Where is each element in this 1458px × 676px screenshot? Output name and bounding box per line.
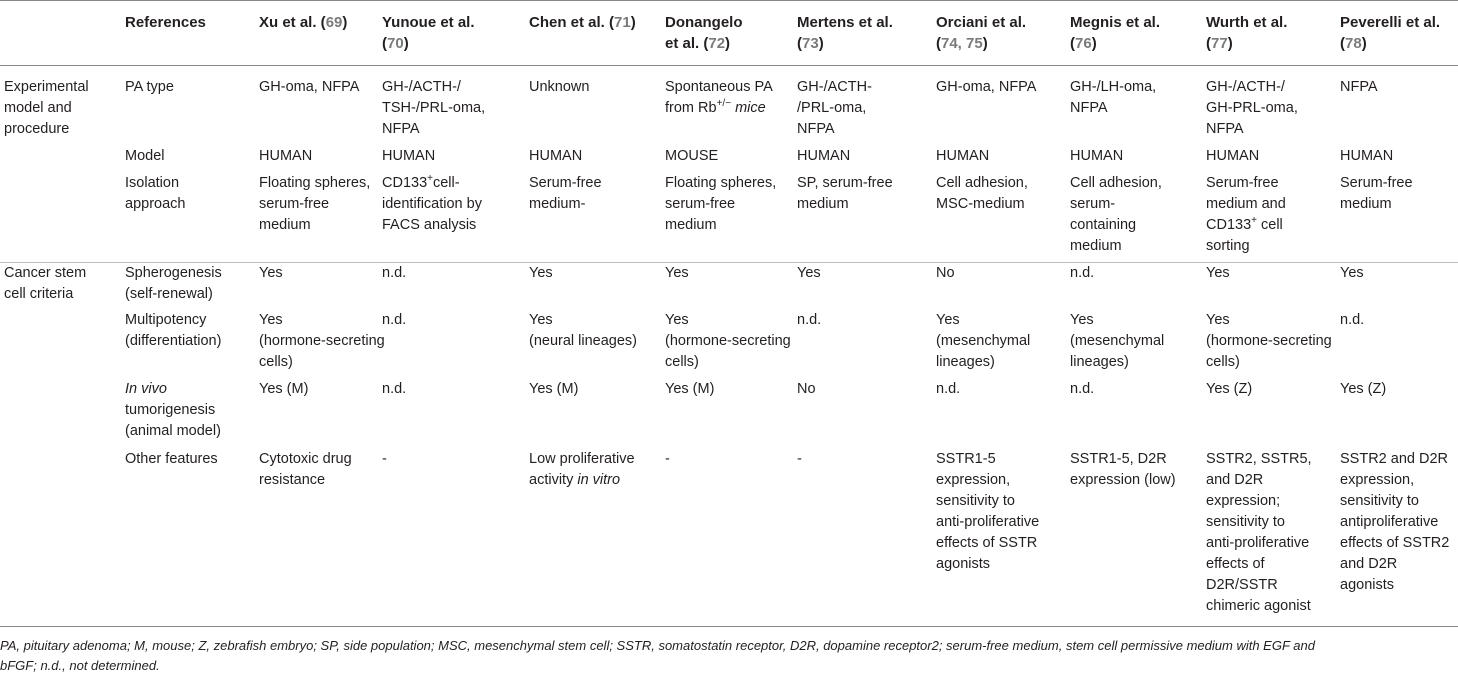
row-label-line: (differentiation)	[125, 333, 222, 349]
cell-line: serum-free	[665, 196, 736, 212]
header-wurth	[1206, 12, 1287, 54]
cell-line: lineages)	[936, 354, 995, 370]
cell-line: medium and	[1206, 196, 1286, 212]
group-label-experimental	[4, 77, 89, 140]
cell-line: expression,	[936, 472, 1011, 488]
cell-line: Unknown	[529, 79, 590, 95]
cell-pa-type-chen	[529, 77, 589, 98]
row-label-model	[125, 146, 165, 167]
cell-line: NFPA	[382, 121, 420, 137]
cell-line: serum-free	[259, 196, 330, 212]
cell-line: D2R/SSTR	[1206, 577, 1278, 593]
header-paren: )	[818, 35, 824, 52]
header-paren: )	[1227, 35, 1233, 52]
cell-line: MOUSE	[665, 148, 719, 164]
cell-spherogenesis-donangelo	[665, 263, 689, 284]
cell-spherogenesis-megnis	[1070, 263, 1094, 284]
header-megnis	[1070, 12, 1160, 54]
cell-text: CD133	[382, 175, 428, 191]
cell-line: Cell adhesion,	[936, 175, 1028, 191]
cell-text: activity	[529, 472, 578, 488]
cell-line: GH-oma, NFPA	[936, 79, 1037, 95]
cell-line: sensitivity to	[936, 493, 1015, 509]
cell-line: Yes (M)	[529, 381, 579, 397]
cell-line: lineages)	[1070, 354, 1129, 370]
cell-line: Yes	[1206, 312, 1230, 328]
cell-line: Serum-free	[529, 175, 602, 191]
cell-line: n.d.	[1070, 381, 1095, 397]
cell-tumorigenesis-chen	[529, 379, 578, 400]
cell-line: effects of SSTR2	[1340, 535, 1450, 551]
header-paren: )	[725, 35, 731, 52]
row-label-tumorigenesis	[125, 379, 221, 442]
cell-line: FACS analysis	[382, 217, 477, 233]
cell-line: Yes (M)	[665, 381, 715, 397]
cell-spherogenesis-mertens	[797, 263, 821, 284]
header-author: Yunoue et al.	[382, 14, 475, 31]
cell-pa-type-megnis	[1070, 77, 1156, 119]
header-ref-number[interactable]: 74, 75	[941, 35, 983, 52]
cell-line: (hormone-secreting	[259, 333, 385, 349]
header-paren: (	[1070, 35, 1075, 52]
cell-line: agonists	[936, 556, 991, 572]
group-label-line: cell criteria	[4, 286, 74, 302]
cell-line: HUMAN	[1340, 148, 1394, 164]
cell-line: Yes	[529, 312, 553, 328]
cell-line: n.d.	[797, 312, 822, 328]
cell-line: Floating spheres,	[665, 175, 777, 191]
cell-isolation-xu	[259, 173, 370, 236]
cell-line: (mesenchymal	[1070, 333, 1165, 349]
cell-line: Yes (Z)	[1340, 381, 1387, 397]
cell-pa-type-donangelo	[665, 77, 773, 119]
row-label-line: (self-renewal)	[125, 286, 213, 302]
cell-line: HUMAN	[1206, 148, 1260, 164]
row-label-line: tumorigenesis	[125, 402, 216, 418]
cell-line: containing	[1070, 217, 1137, 233]
cell-text: cell	[1256, 217, 1283, 233]
cell-line: cells)	[1206, 354, 1240, 370]
superscript: +	[427, 173, 433, 184]
group-label-line: procedure	[4, 121, 70, 137]
header-paren: )	[630, 14, 636, 31]
cell-line: Yes	[665, 312, 689, 328]
cell-line: cells)	[259, 354, 293, 370]
header-author: Megnis et al.	[1070, 14, 1161, 31]
cell-line: sensitivity to	[1206, 514, 1285, 530]
cell-multipotency-peverelli	[1340, 310, 1364, 331]
row-label-line: PA type	[125, 79, 174, 95]
cell-line: Yes	[259, 312, 283, 328]
header-paren: (	[936, 35, 941, 52]
cell-tumorigenesis-wurth	[1206, 379, 1252, 400]
header-references	[125, 12, 206, 33]
cell-pa-type-xu	[259, 77, 359, 98]
group-label-line: model and	[4, 100, 72, 116]
header-ref-number[interactable]: 70	[387, 35, 404, 52]
header-paren: )	[342, 14, 348, 31]
cell-other-xu	[259, 449, 352, 491]
header-yunoue	[382, 12, 475, 54]
cell-spherogenesis-orciani	[936, 263, 955, 284]
header-author: Xu et al. (	[259, 14, 326, 31]
row-label-line: Model	[125, 148, 165, 164]
header-label: References	[125, 14, 206, 31]
cell-line: serum-	[1070, 196, 1116, 212]
cell-pa-type-wurth	[1206, 77, 1298, 140]
header-peverelli	[1340, 12, 1440, 54]
cell-line: and D2R	[1340, 556, 1398, 572]
cell-line: SSTR1-5, D2R	[1070, 451, 1167, 467]
cell-line: cells)	[665, 354, 699, 370]
cell-isolation-yunoue	[382, 173, 482, 236]
cell-multipotency-megnis	[1070, 310, 1164, 373]
cell-line: /PRL-oma,	[797, 100, 867, 116]
cell-model-mertens	[797, 146, 850, 167]
cell-line: effects of SSTR	[936, 535, 1038, 551]
cell-spherogenesis-wurth	[1206, 263, 1230, 284]
cell-tumorigenesis-mertens	[797, 379, 816, 400]
row-label-multipotency	[125, 310, 221, 352]
cell-line: medium	[665, 217, 717, 233]
cell-model-yunoue	[382, 146, 435, 167]
cell-line: GH-PRL-oma,	[1206, 100, 1298, 116]
cell-spherogenesis-chen	[529, 263, 553, 284]
cell-tumorigenesis-orciani	[936, 379, 960, 400]
cell-line: medium	[797, 196, 849, 212]
cell-line: Low proliferative	[529, 451, 635, 467]
table-footnote	[0, 636, 1315, 676]
cell-line: Serum-free	[1340, 175, 1413, 191]
cell-model-megnis	[1070, 146, 1123, 167]
cell-isolation-donangelo	[665, 173, 776, 236]
cell-multipotency-wurth	[1206, 310, 1332, 373]
header-bottom-rule	[0, 65, 1458, 66]
cell-line: -	[665, 451, 670, 467]
footnote-line: PA, pituitary adenoma; M, mouse; Z, zebrafish embryo; SP, side population; MSC, mesenchymal stem cell; SSTR, somatostatin receptor, D2R, dopamine receptor2; serum-free medium, stem cell permissive medium with EGF and	[0, 638, 1315, 653]
cell-model-xu	[259, 146, 312, 167]
row-label-other	[125, 449, 218, 470]
cell-model-donangelo	[665, 146, 718, 167]
table-bottom-rule	[0, 626, 1458, 627]
cell-text: from Rb	[665, 100, 717, 116]
header-ref-number[interactable]: 71	[614, 14, 631, 31]
cell-line: Yes (M)	[259, 381, 309, 397]
cell-spherogenesis-peverelli	[1340, 263, 1364, 284]
cell-tumorigenesis-xu	[259, 379, 308, 400]
cell-line: Floating spheres,	[259, 175, 371, 191]
header-ref-number[interactable]: 73	[802, 35, 819, 52]
cell-spherogenesis-xu	[259, 263, 283, 284]
cell-spherogenesis-yunoue	[382, 263, 406, 284]
header-paren: (	[797, 35, 802, 52]
cell-line: Yes	[797, 265, 821, 281]
cell-tumorigenesis-peverelli	[1340, 379, 1386, 400]
cell-line: Yes	[1206, 265, 1230, 281]
cell-line: GH-oma, NFPA	[259, 79, 360, 95]
row-label-isolation	[125, 173, 185, 215]
cell-model-peverelli	[1340, 146, 1393, 167]
cell-line: medium	[1340, 196, 1392, 212]
cell-line: NFPA	[1070, 100, 1108, 116]
cell-isolation-orciani	[936, 173, 1028, 215]
cell-pa-type-orciani	[936, 77, 1036, 98]
cell-pa-type-yunoue	[382, 77, 485, 140]
cell-line: NFPA	[1340, 79, 1378, 95]
header-donangelo	[665, 12, 743, 54]
cell-tumorigenesis-yunoue	[382, 379, 406, 400]
cell-line: medium-	[529, 196, 586, 212]
row-label-line: Spherogenesis	[125, 265, 222, 281]
cell-line: NFPA	[1206, 121, 1244, 137]
cell-line: Yes	[529, 265, 553, 281]
cell-line: antiproliferative	[1340, 514, 1439, 530]
cell-other-chen	[529, 449, 635, 491]
cell-line: sensitivity to	[1340, 493, 1419, 509]
header-author: et al. (	[665, 35, 709, 52]
cell-line: No	[797, 381, 816, 397]
row-label-line: Isolation	[125, 175, 180, 191]
cell-line: HUMAN	[382, 148, 436, 164]
cell-line: Spontaneous PA	[665, 79, 773, 95]
cell-multipotency-donangelo	[665, 310, 791, 373]
cell-pa-type-mertens	[797, 77, 872, 140]
cell-line: MSC-medium	[936, 196, 1025, 212]
cell-line: Cell adhesion,	[1070, 175, 1162, 191]
row-label-line: approach	[125, 196, 186, 212]
cell-line: SSTR2, SSTR5,	[1206, 451, 1312, 467]
cell-line: n.d.	[1340, 312, 1365, 328]
header-author: Mertens et al.	[797, 14, 893, 31]
cell-line: HUMAN	[936, 148, 990, 164]
cell-other-donangelo	[665, 449, 670, 470]
cell-line: agonists	[1340, 577, 1395, 593]
cell-text: CD133	[1206, 217, 1252, 233]
header-author: Wurth et al.	[1206, 14, 1288, 31]
cell-line: GH-/ACTH-	[797, 79, 872, 95]
header-author: Donangelo	[665, 14, 743, 31]
group-label-cancer	[4, 263, 86, 305]
cell-line: expression,	[1340, 472, 1415, 488]
cell-line: SP, serum-free	[797, 175, 893, 191]
header-author: Peverelli et al.	[1340, 14, 1441, 31]
cell-line: n.d.	[382, 312, 407, 328]
group-label-line: Cancer stem	[4, 265, 87, 281]
cell-multipotency-chen	[529, 310, 637, 352]
cell-line: SSTR1-5	[936, 451, 996, 467]
cell-line: expression (low)	[1070, 472, 1176, 488]
cell-isolation-megnis	[1070, 173, 1162, 257]
cell-line: (mesenchymal	[936, 333, 1031, 349]
cell-line: Yes (Z)	[1206, 381, 1253, 397]
header-paren: (	[1340, 35, 1345, 52]
header-chen	[529, 12, 636, 33]
row-label-line: Other features	[125, 451, 218, 467]
italic-text: mice	[731, 100, 766, 116]
header-paren: )	[1361, 35, 1367, 52]
cell-line: HUMAN	[797, 148, 851, 164]
header-paren: )	[982, 35, 988, 52]
row-label-pa-type	[125, 77, 174, 98]
cell-line: Serum-free	[1206, 175, 1279, 191]
cell-line: -	[382, 451, 387, 467]
header-paren: )	[1091, 35, 1097, 52]
cell-tumorigenesis-megnis	[1070, 379, 1094, 400]
cell-multipotency-yunoue	[382, 310, 406, 331]
header-ref-number[interactable]: 78	[1345, 35, 1362, 52]
group-label-line: Experimental	[4, 79, 89, 95]
italic-text: In vivo	[125, 381, 167, 397]
cell-line: GH-/LH-oma,	[1070, 79, 1157, 95]
cell-multipotency-xu	[259, 310, 385, 373]
cell-line: HUMAN	[529, 148, 583, 164]
superscript: +	[1251, 215, 1257, 226]
header-ref-number[interactable]: 76	[1075, 35, 1092, 52]
cell-model-wurth	[1206, 146, 1259, 167]
row-label-spherogenesis	[125, 263, 222, 305]
header-paren: (	[1206, 35, 1211, 52]
cell-line: resistance	[259, 472, 326, 488]
cell-line: n.d.	[1070, 265, 1095, 281]
cell-line: n.d.	[936, 381, 961, 397]
header-author: Chen et al. (	[529, 14, 615, 31]
cell-line: medium	[1070, 238, 1122, 254]
cell-line: expression;	[1206, 493, 1281, 509]
superscript: +/−	[716, 98, 732, 109]
cell-line: Yes	[1340, 265, 1364, 281]
cell-multipotency-orciani	[936, 310, 1030, 373]
cell-line: n.d.	[382, 265, 407, 281]
cell-line: effects of	[1206, 556, 1265, 572]
cell-line: -	[797, 451, 802, 467]
cell-other-megnis	[1070, 449, 1176, 491]
header-ref-number[interactable]: 77	[1211, 35, 1228, 52]
cell-isolation-chen	[529, 173, 602, 215]
cell-line: Yes	[259, 265, 283, 281]
cell-line: NFPA	[797, 121, 835, 137]
cell-line: No	[936, 265, 955, 281]
cell-line: GH-/ACTH-/	[382, 79, 461, 95]
cell-other-wurth	[1206, 449, 1312, 617]
cell-line: anti-proliferative	[1206, 535, 1310, 551]
cell-line: (hormone-secreting	[1206, 333, 1332, 349]
cell-line: medium	[259, 217, 311, 233]
header-xu	[259, 12, 347, 33]
table-top-rule	[0, 0, 1458, 1]
cell-line: HUMAN	[259, 148, 313, 164]
cell-line: and D2R	[1206, 472, 1264, 488]
header-paren: )	[403, 35, 409, 52]
cell-line: Cytotoxic drug	[259, 451, 352, 467]
cell-other-peverelli	[1340, 449, 1449, 596]
header-ref-number[interactable]: 72	[708, 35, 726, 52]
cell-line: (hormone-secreting	[665, 333, 791, 349]
cell-isolation-peverelli	[1340, 173, 1413, 215]
cell-isolation-wurth	[1206, 173, 1286, 257]
cell-line: Yes	[936, 312, 960, 328]
cell-line: sorting	[1206, 238, 1250, 254]
cell-line: Yes	[665, 265, 689, 281]
cell-model-chen	[529, 146, 582, 167]
cell-multipotency-mertens	[797, 310, 821, 331]
cell-line: SSTR2 and D2R	[1340, 451, 1448, 467]
cell-other-orciani	[936, 449, 1039, 575]
cell-model-orciani	[936, 146, 989, 167]
cell-line: identification by	[382, 196, 482, 212]
cell-line: HUMAN	[1070, 148, 1124, 164]
row-label-line: (animal model)	[125, 423, 221, 439]
cell-isolation-mertens	[797, 173, 893, 215]
header-orciani	[936, 12, 1026, 54]
cell-text: cell-	[432, 175, 460, 191]
italic-text: in vitro	[577, 472, 621, 488]
cell-other-mertens	[797, 449, 802, 470]
cell-line: Yes	[1070, 312, 1094, 328]
cell-other-yunoue	[382, 449, 387, 470]
cell-line: TSH-/PRL-oma,	[382, 100, 486, 116]
row-label-line: Multipotency	[125, 312, 207, 328]
cell-line: (neural lineages)	[529, 333, 638, 349]
cell-tumorigenesis-donangelo	[665, 379, 714, 400]
header-ref-number[interactable]: 69	[325, 14, 343, 31]
cell-line: chimeric agonist	[1206, 598, 1311, 614]
footnote-line: bFGF; n.d., not determined.	[0, 658, 160, 673]
header-paren: (	[382, 35, 387, 52]
cell-pa-type-peverelli	[1340, 77, 1378, 98]
header-mertens	[797, 12, 893, 54]
header-author: Orciani et al.	[936, 14, 1027, 31]
cell-line: anti-proliferative	[936, 514, 1040, 530]
cell-line: n.d.	[382, 381, 407, 397]
cell-line: GH-/ACTH-/	[1206, 79, 1285, 95]
